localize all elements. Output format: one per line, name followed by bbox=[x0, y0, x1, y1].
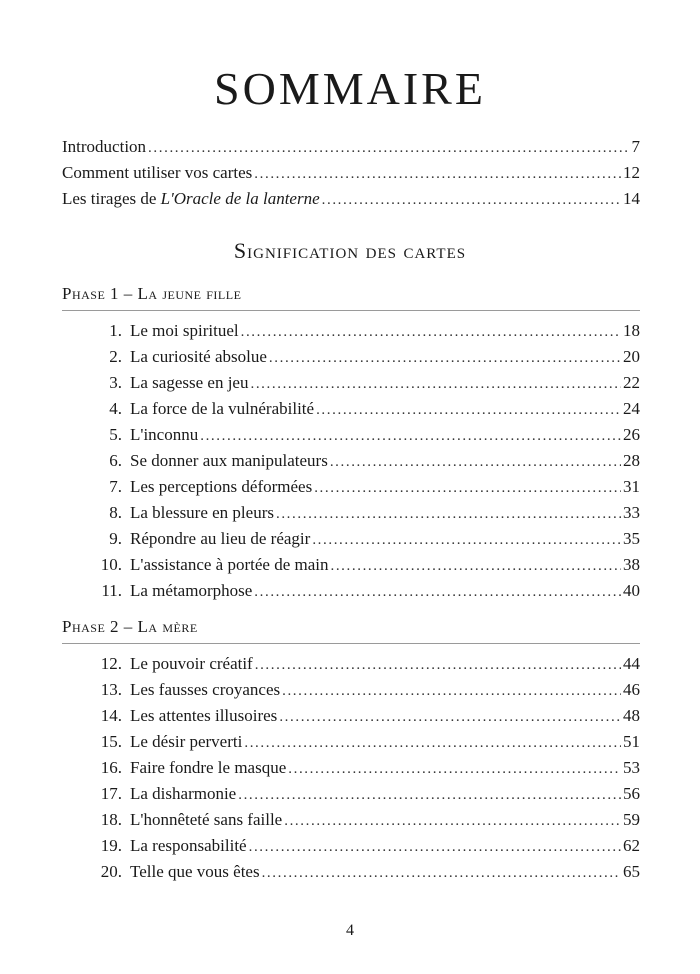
toc-entry-label bbox=[88, 677, 280, 703]
toc-card-entry[interactable] bbox=[88, 448, 640, 474]
toc-entry-page: 26 bbox=[623, 425, 640, 444]
card-title: La sagesse en jeu bbox=[130, 373, 249, 392]
card-number: 12. bbox=[100, 654, 122, 673]
toc-card-entry[interactable] bbox=[88, 755, 640, 781]
dot-leader bbox=[288, 756, 621, 782]
toc-card-entry[interactable] bbox=[88, 677, 640, 703]
toc-entry-page: 14 bbox=[623, 189, 640, 208]
toc-entry-page: 38 bbox=[623, 555, 640, 574]
toc-entry-label bbox=[88, 370, 248, 396]
toc-entry-page: 22 bbox=[623, 373, 640, 392]
intro-toc bbox=[62, 134, 640, 212]
card-title: Se donner aux manipulateurs bbox=[130, 451, 328, 470]
card-title: La disharmonie bbox=[130, 784, 237, 803]
toc-card-entry[interactable] bbox=[88, 526, 640, 552]
card-title: Les fausses croyances bbox=[130, 680, 281, 699]
toc-entry-page: 53 bbox=[623, 758, 640, 777]
card-number: 9. bbox=[109, 529, 122, 548]
toc-entry-label bbox=[88, 396, 314, 422]
toc-entry-label bbox=[88, 500, 274, 526]
card-title: Telle que vous êtes bbox=[130, 862, 260, 881]
dot-leader bbox=[249, 834, 621, 860]
toc-entry-page: 59 bbox=[623, 810, 640, 829]
toc-entry-page: 65 bbox=[623, 862, 640, 881]
dot-leader bbox=[255, 652, 621, 678]
toc-entry-page: 7 bbox=[631, 137, 640, 156]
toc-entry-tirages[interactable] bbox=[62, 186, 640, 212]
toc-entry-label-italic: L'Oracle de la lanterne bbox=[160, 189, 320, 208]
card-number: 8. bbox=[109, 503, 122, 522]
dot-leader bbox=[269, 345, 621, 371]
card-title: Les attentes illusoires bbox=[130, 706, 278, 725]
toc-entry-page: 35 bbox=[623, 529, 640, 548]
toc-card-entry[interactable] bbox=[88, 833, 640, 859]
toc-entry-page: 12 bbox=[623, 163, 640, 182]
card-title: Le désir perverti bbox=[130, 732, 243, 751]
card-number: 7. bbox=[109, 477, 122, 496]
toc-entry-page: 31 bbox=[623, 477, 640, 496]
dot-leader bbox=[254, 579, 621, 605]
toc-entry-label bbox=[62, 186, 320, 212]
toc-card-entry[interactable] bbox=[88, 552, 640, 578]
toc-entry-page: 40 bbox=[623, 581, 640, 600]
toc-card-entry[interactable] bbox=[88, 807, 640, 833]
toc-entry-page: 62 bbox=[623, 836, 640, 855]
card-title: La responsabilité bbox=[130, 836, 247, 855]
toc-entry-label bbox=[88, 703, 277, 729]
toc-card-entry[interactable] bbox=[88, 396, 640, 422]
toc-card-entry[interactable] bbox=[88, 370, 640, 396]
toc-entry-page: 44 bbox=[623, 654, 640, 673]
toc-card-entry[interactable] bbox=[88, 729, 640, 755]
toc-entry-page: 28 bbox=[623, 451, 640, 470]
card-number: 11. bbox=[101, 581, 122, 600]
card-title: La force de la vulnérabilité bbox=[130, 399, 315, 418]
toc-entry-page: 33 bbox=[623, 503, 640, 522]
toc-entry-label bbox=[88, 344, 267, 370]
dot-leader bbox=[282, 678, 621, 704]
dot-leader bbox=[276, 501, 621, 527]
card-number: 15. bbox=[100, 732, 122, 751]
dot-leader bbox=[262, 860, 621, 886]
toc-card-entry[interactable] bbox=[88, 474, 640, 500]
dot-leader bbox=[148, 135, 629, 161]
dot-leader bbox=[330, 553, 621, 579]
dot-leader bbox=[254, 161, 621, 187]
toc-card-entry[interactable] bbox=[88, 318, 640, 344]
card-title: La blessure en pleurs bbox=[130, 503, 274, 522]
toc-entry-label bbox=[88, 781, 236, 807]
page-number: 4 bbox=[346, 922, 354, 939]
card-number: 13. bbox=[100, 680, 122, 699]
card-title: L'assistance à portée de main bbox=[130, 555, 329, 574]
card-title: La curiosité absolue bbox=[130, 347, 267, 366]
toc-entry-comment-utiliser[interactable] bbox=[62, 160, 640, 186]
toc-entry-label: Comment utiliser vos cartes bbox=[62, 163, 253, 182]
phase-2-card-list bbox=[88, 651, 640, 885]
toc-entry-page: 56 bbox=[623, 784, 640, 803]
dot-leader bbox=[250, 371, 621, 397]
card-number: 19. bbox=[100, 836, 122, 855]
card-number: 10. bbox=[100, 555, 122, 574]
toc-entry-label bbox=[88, 729, 242, 755]
toc-entry-page: 20 bbox=[623, 347, 640, 366]
toc-card-entry[interactable] bbox=[88, 500, 640, 526]
toc-entry-label bbox=[88, 526, 310, 552]
card-title: Répondre au lieu de réagir bbox=[130, 529, 311, 548]
dot-leader bbox=[322, 187, 621, 213]
card-title: L'inconnu bbox=[130, 425, 199, 444]
card-number: 6. bbox=[109, 451, 122, 470]
toc-entry-label bbox=[88, 448, 328, 474]
toc-entry-label bbox=[88, 552, 328, 578]
card-number: 5. bbox=[109, 425, 122, 444]
card-number: 17. bbox=[100, 784, 122, 803]
card-title: L'honnêteté sans faille bbox=[130, 810, 283, 829]
toc-card-entry[interactable] bbox=[88, 422, 640, 448]
toc-entry-introduction[interactable] bbox=[62, 134, 640, 160]
toc-card-entry[interactable] bbox=[88, 578, 640, 604]
toc-entry-label bbox=[88, 318, 239, 344]
card-number: 20. bbox=[100, 862, 122, 881]
dot-leader bbox=[312, 527, 621, 553]
toc-entry-label bbox=[88, 755, 286, 781]
dot-leader bbox=[200, 423, 621, 449]
card-number: 1. bbox=[109, 321, 122, 340]
section-title: Signification des cartes bbox=[233, 238, 467, 263]
dot-leader bbox=[314, 475, 621, 501]
toc-entry-page: 46 bbox=[623, 680, 640, 699]
dot-leader bbox=[244, 730, 621, 756]
toc-entry-label-prefix: Les tirages de bbox=[62, 189, 161, 208]
dot-leader bbox=[316, 397, 621, 423]
dot-leader bbox=[330, 449, 621, 475]
toc-card-entry[interactable] bbox=[88, 344, 640, 370]
toc-entry-label bbox=[88, 651, 253, 677]
toc-card-entry[interactable] bbox=[88, 859, 640, 885]
toc-card-entry[interactable] bbox=[88, 781, 640, 807]
card-title: Le pouvoir créatif bbox=[130, 654, 253, 673]
toc-entry-label bbox=[88, 474, 312, 500]
toc-entry-label bbox=[88, 422, 198, 448]
card-title: Faire fondre le masque bbox=[130, 758, 287, 777]
toc-entry-page: 51 bbox=[623, 732, 640, 751]
dot-leader bbox=[241, 319, 621, 345]
card-number: 16. bbox=[100, 758, 122, 777]
toc-entry-label bbox=[88, 578, 252, 604]
card-number: 4. bbox=[109, 399, 122, 418]
toc-card-entry[interactable] bbox=[88, 703, 640, 729]
dot-leader bbox=[238, 782, 621, 808]
toc-card-entry[interactable] bbox=[88, 651, 640, 677]
card-number: 14. bbox=[100, 706, 122, 725]
card-number: 2. bbox=[109, 347, 122, 366]
toc-entry-label bbox=[88, 859, 260, 885]
toc-entry-label bbox=[88, 833, 247, 859]
page-title: SOMMAIRE bbox=[214, 63, 486, 114]
toc-entry-page: 18 bbox=[623, 321, 640, 340]
toc-entry-label bbox=[88, 807, 282, 833]
dot-leader bbox=[284, 808, 621, 834]
card-title: Les perceptions déformées bbox=[130, 477, 313, 496]
dot-leader bbox=[279, 704, 621, 730]
card-title: La métamorphose bbox=[130, 581, 253, 600]
card-number: 18. bbox=[100, 810, 122, 829]
toc-entry-page: 24 bbox=[623, 399, 640, 418]
phase-2-heading: Phase 2 – La mère bbox=[62, 617, 640, 644]
toc-entry-page: 48 bbox=[623, 706, 640, 725]
toc-entry-label: Introduction bbox=[62, 137, 147, 156]
phase-1-heading: Phase 1 – La jeune fille bbox=[62, 284, 640, 311]
card-number: 3. bbox=[109, 373, 122, 392]
card-title: Le moi spirituel bbox=[130, 321, 239, 340]
phase-1-card-list bbox=[88, 318, 640, 604]
